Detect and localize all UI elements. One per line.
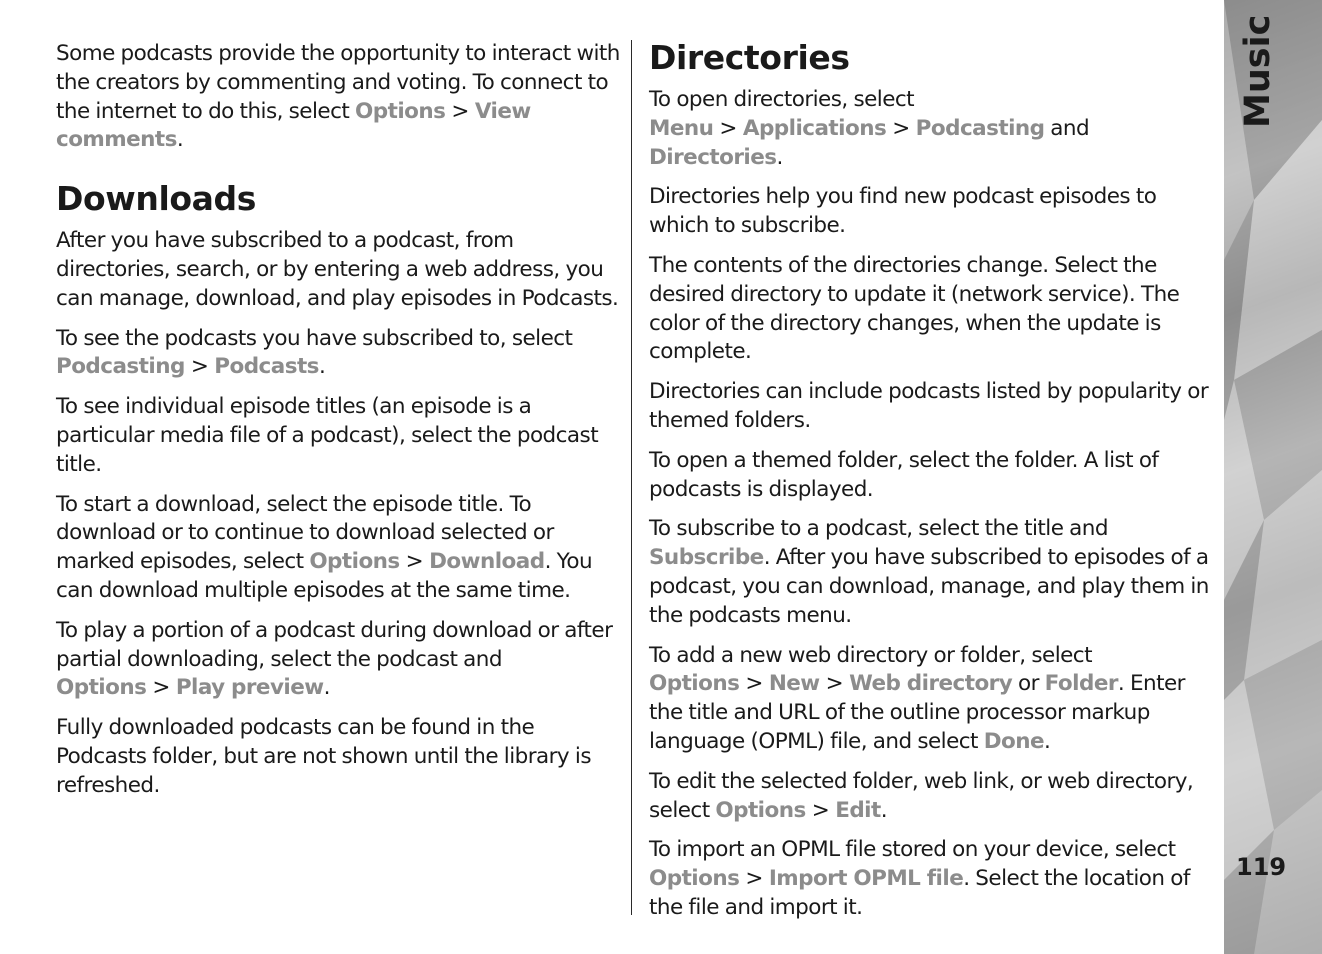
downloads-paragraph-1: After you have subscribed to a podcast, from directories, search, or by entering a web address, you can manage, download, and play episodes in Podcasts. — [56, 228, 619, 311]
directories-menu-ref: Directories — [649, 144, 777, 170]
podcasting-menu-ref: Podcasting — [56, 354, 185, 380]
done-menu-ref: Done — [983, 728, 1045, 754]
downloads-heading: Downloads — [56, 179, 256, 219]
downloads-paragraph-2: To see the podcasts you have subscribed to, select Podcasting > Podcasts. — [56, 325, 573, 380]
directories-paragraph-2: Directories help you find new podcast episodes to which to subscribe. — [649, 184, 1157, 239]
menu-separator: > — [719, 115, 737, 141]
downloads-paragraph-4: To start a download, select the episode title. To download or to continue to download selected or marked episodes, select Options > Download. You can download multiple episodes at the same time. — [56, 491, 593, 603]
downloads-paragraph-5: To play a portion of a podcast during download or after partial downloading, select the podcast and Options > Play preview. — [56, 617, 613, 701]
options-menu-ref: Options — [715, 797, 806, 823]
downloads-paragraph-6: Fully downloaded podcasts can be found in the Podcasts folder, but are not shown until the library is refreshed. — [56, 715, 591, 798]
left-column — [56, 38, 622, 812]
folder-menu-ref: Folder — [1044, 671, 1118, 697]
podcasting-menu-ref: Podcasting — [915, 115, 1045, 141]
column-divider — [631, 40, 632, 915]
menu-separator: > — [152, 675, 170, 701]
options-menu-ref: Options — [309, 549, 400, 575]
menu-separator: > — [892, 115, 910, 141]
menu-menu-ref: Menu — [649, 115, 714, 141]
directories-paragraph-6: To subscribe to a podcast, select the title and Subscribe. After you have subscribed to episodes of a podcast, you can download, manage, and play them in the podcasts menu. — [649, 516, 1209, 628]
menu-separator: > — [451, 98, 469, 124]
edit-menu-ref: Edit — [835, 797, 881, 823]
view-comments-menu-ref: View comments — [56, 98, 531, 153]
directories-paragraph-3: The contents of the directories change. Select the desired directory to update it (network service). The color of the directory changes, when the update is complete. — [649, 252, 1180, 365]
directories-paragraph-8: To edit the selected folder, web link, or web directory, select Options > Edit. — [649, 768, 1194, 823]
section-title: Music — [1238, 14, 1278, 128]
options-menu-ref: Options — [355, 98, 446, 124]
menu-separator: > — [405, 549, 424, 575]
directories-paragraph-5: To open a themed folder, select the folder. A list of podcasts is displayed. — [649, 447, 1159, 502]
web-directory-menu-ref: Web directory — [849, 671, 1013, 697]
import-opml-file-menu-ref: Import OPML file — [768, 866, 964, 892]
podcasts-menu-ref: Podcasts — [214, 354, 319, 380]
downloads-paragraph-3: To see individual episode titles (an episode is a particular media file of a podcast), select the podcast title. — [56, 394, 599, 477]
options-menu-ref: Options — [649, 866, 740, 892]
new-menu-ref: New — [768, 671, 820, 697]
menu-separator: > — [825, 671, 844, 697]
directories-paragraph-4: Directories can include podcasts listed by popularity or themed folders. — [649, 379, 1209, 433]
directories-paragraph-9: To import an OPML file stored on your device, select Options > Import OPML file. Select the location of the file and import it. — [649, 837, 1190, 920]
right-column — [649, 38, 1215, 934]
options-menu-ref: Options — [649, 671, 740, 697]
intro-paragraph: Some podcasts provide the opportunity to interact with the creators by commenting and voting. To connect to the internet to do this, select Options > View comments. — [56, 41, 620, 153]
directories-paragraph-7: To add a new web directory or folder, select Options > New > Web directory or Folder. Enter the title and URL of the outline processor markup language (OPML) file, and select Done. — [649, 642, 1185, 754]
options-menu-ref: Options — [56, 675, 147, 701]
menu-separator: > — [745, 671, 763, 697]
applications-menu-ref: Applications — [742, 115, 887, 141]
menu-separator: > — [190, 354, 209, 380]
sidebar-facet-pattern — [1224, 0, 1322, 954]
menu-separator: > — [811, 797, 830, 823]
download-menu-ref: Download — [429, 549, 545, 575]
chapter-sidebar — [1224, 0, 1322, 954]
subscribe-menu-ref: Subscribe — [649, 545, 764, 571]
directories-paragraph-1: To open directories, select Menu > Applications > Podcasting and Directories. — [649, 87, 1090, 170]
play-preview-menu-ref: Play preview — [175, 675, 324, 701]
directories-heading: Directories — [649, 38, 850, 77]
page-number: 119 — [1236, 853, 1287, 881]
menu-separator: > — [745, 866, 763, 892]
